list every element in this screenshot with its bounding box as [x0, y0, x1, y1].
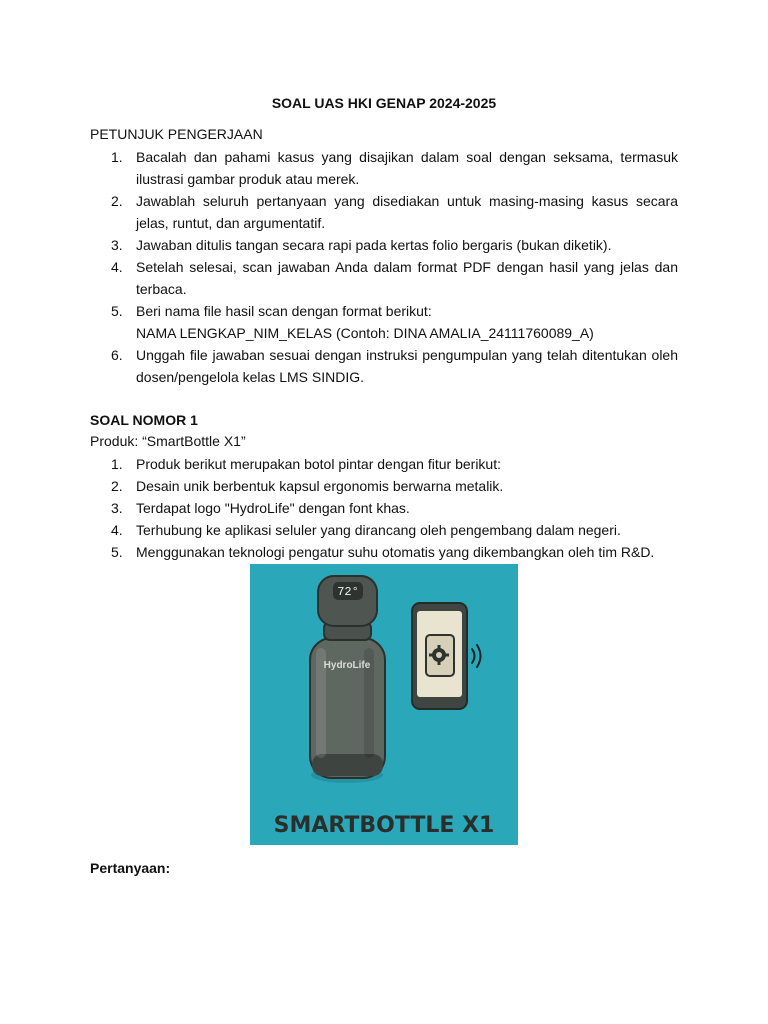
questions-label: Pertanyaan:	[90, 860, 171, 876]
list-item-number: 4.	[111, 259, 123, 275]
list-item	[90, 519, 678, 541]
list-item-number: 2.	[111, 478, 123, 494]
list-item	[90, 256, 678, 300]
list-item-text: Terdapat logo "HydroLife" dengan font khas.	[136, 500, 410, 516]
list-item	[90, 234, 678, 256]
list-item-number: 1.	[111, 456, 123, 472]
temperature-display: 72°	[337, 585, 359, 599]
list-item	[90, 453, 678, 475]
list-item-text: Jawablah seluruh pertanyaan yang disediakan untuk masing-masing kasus secara jelas, runtut, dan argumentatif.	[136, 193, 678, 231]
instructions-heading: PETUNJUK PENGERJAAN	[90, 126, 263, 142]
list-item-text: Beri nama file hasil scan dengan format berikut:	[136, 303, 432, 319]
list-item	[90, 541, 678, 563]
illustration-caption: SMARTBOTTLE X1	[273, 813, 495, 838]
list-item	[90, 497, 678, 519]
list-item	[90, 344, 678, 388]
bottle-graphic	[310, 576, 385, 783]
list-item	[90, 190, 678, 234]
list-item-number: 2.	[111, 193, 123, 209]
list-item-text: Bacalah dan pahami kasus yang disajikan dalam soal dengan seksama, termasuk ilustrasi gambar produk atau merek.	[136, 149, 678, 187]
list-item-number: 5.	[111, 544, 123, 560]
question1-heading: SOAL NOMOR 1	[90, 412, 198, 428]
list-item-number: 3.	[111, 500, 123, 516]
list-item-text: Menggunakan teknologi pengatur suhu otomatis yang dikembangkan oleh tim R&D.	[136, 544, 655, 560]
list-item-number: 5.	[111, 303, 123, 319]
product-features-list	[90, 453, 678, 563]
product-line: Produk: “SmartBottle X1”	[90, 433, 246, 449]
list-item-number: 4.	[111, 522, 123, 538]
list-item-text: Produk berikut merupakan botol pintar dengan fitur berikut:	[136, 456, 501, 472]
hydrolife-logo-text: HydroLife	[323, 660, 371, 671]
list-item-number: 3.	[111, 237, 123, 253]
page-title: SOAL UAS HKI GENAP 2024-2025	[271, 95, 497, 111]
product-illustration	[250, 564, 518, 845]
list-item-text: Setelah selesai, scan jawaban Anda dalam format PDF dengan hasil yang jelas dan terbaca.	[136, 259, 678, 297]
list-item-number: 6.	[111, 347, 123, 363]
instructions-list	[90, 146, 678, 388]
list-item-text: Terhubung ke aplikasi seluler yang dirancang oleh pengembang dalam negeri.	[136, 522, 621, 538]
list-item-text: Unggah file jawaban sesuai dengan instruksi pengumpulan yang telah ditentukan oleh dosen/pengelola kelas LMS SINDIG.	[136, 347, 678, 385]
list-item	[90, 475, 678, 497]
filename-format-example: NAMA LENGKAP_NIM_KELAS (Contoh: DINA AMALIA_24111760089_A)	[136, 325, 594, 341]
list-item	[90, 146, 678, 190]
list-item-text: Desain unik berbentuk kapsul ergonomis berwarna metalik.	[136, 478, 504, 494]
list-item	[90, 300, 678, 344]
list-item-text: Jawaban ditulis tangan secara rapi pada kertas folio bergaris (bukan diketik).	[136, 237, 612, 253]
list-item-number: 1.	[111, 149, 123, 165]
